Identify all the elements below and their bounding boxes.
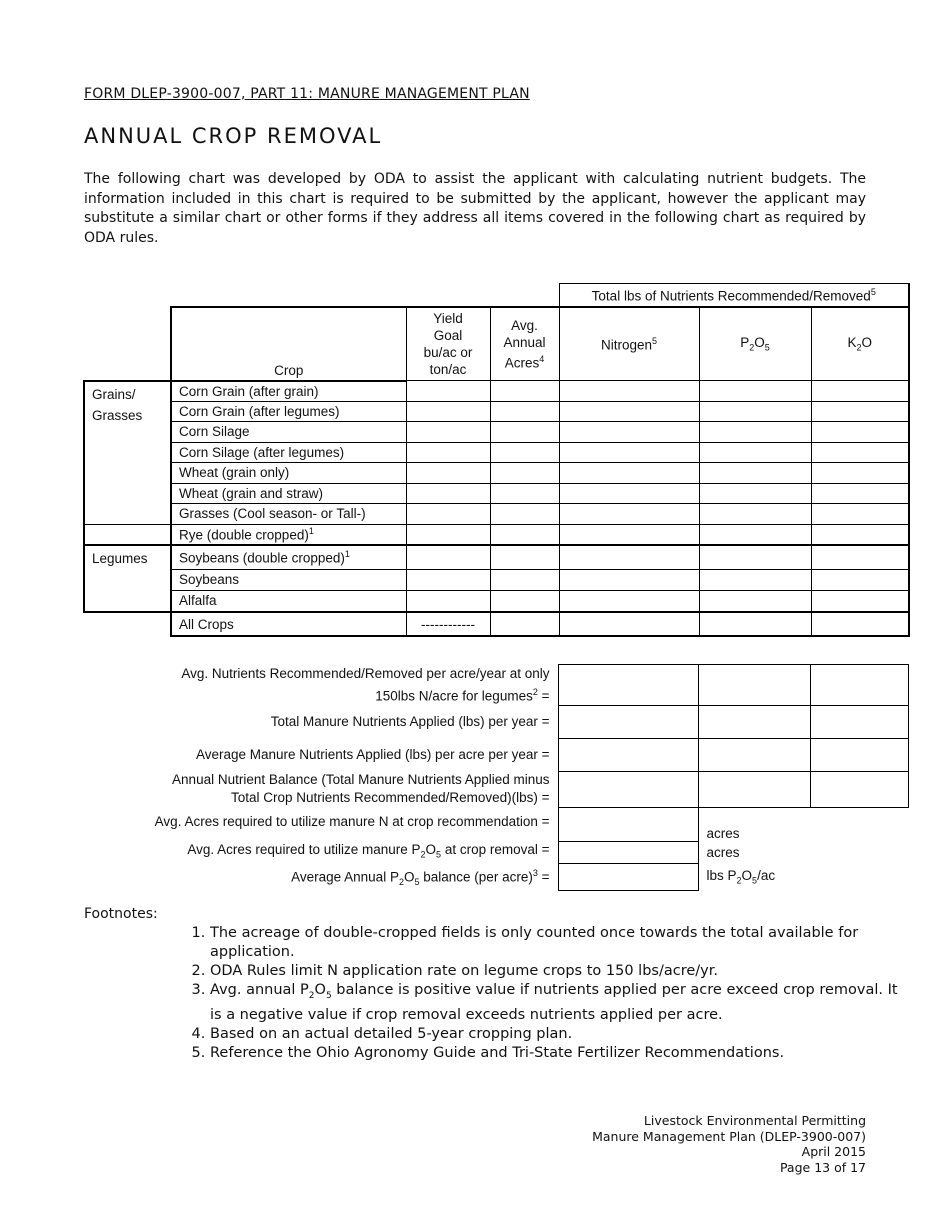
cell-p2o5[interactable] (699, 590, 811, 612)
col-crop-header: Crop (171, 307, 406, 381)
summary-label-avg-removed: Avg. Nutrients Recommended/Removed per acre/year at only 150lbs N/acre for legumes$^2$ = (181, 665, 550, 703)
cell-nitrogen[interactable] (559, 483, 699, 504)
crop-name: Rye (double cropped)$^1$ (171, 524, 406, 545)
cell-yield[interactable] (406, 483, 490, 504)
cell-yield[interactable] (406, 504, 490, 525)
cell-acres[interactable] (490, 422, 559, 443)
summary-label-acres-n: Avg. Acres required to utilize manure N at crop recommendation = (154, 814, 550, 829)
table-row (84, 504, 909, 525)
table-row (84, 381, 909, 402)
cell-acres[interactable] (490, 483, 559, 504)
category-grains: Grains/ Grasses (84, 381, 171, 525)
intro-paragraph: The following chart was developed by ODA to assist the applicant with calculating nutrient budgets. The information included in this chart is required to be submitted by the applicant, however the applicant may substitute a similar chart or other forms if they address all items covered in the following chart as required by ODA rules. (84, 171, 866, 246)
cell-nitrogen[interactable] (559, 612, 699, 636)
crop-name: Corn Silage (171, 422, 406, 443)
cell-acres[interactable] (490, 381, 559, 402)
unit-acres-n: acres (706, 826, 740, 841)
cell-avg-applied-n[interactable] (558, 738, 698, 771)
cell-p2o5[interactable] (699, 401, 811, 422)
cell-k2o[interactable] (811, 401, 909, 422)
crop-removal-table (83, 283, 910, 637)
table-row (84, 483, 909, 504)
cell-total-applied-k[interactable] (810, 705, 908, 738)
cell-nitrogen[interactable] (559, 569, 699, 590)
cell-balance-k[interactable] (810, 771, 908, 807)
cell-balance-p[interactable] (698, 771, 810, 807)
cell-nitrogen[interactable] (559, 463, 699, 484)
cell-k2o[interactable] (811, 590, 909, 612)
cell-acres[interactable] (490, 442, 559, 463)
cell-p2o5[interactable] (699, 381, 811, 402)
table-row-all-crops (84, 612, 909, 636)
cell-p2o5[interactable] (699, 545, 811, 569)
cell-total-applied-n[interactable] (558, 705, 698, 738)
cell-balance-n[interactable] (558, 771, 698, 807)
nutrient-summary-table (83, 664, 909, 891)
cell-k2o[interactable] (811, 381, 909, 402)
table-row (84, 442, 909, 463)
cell-nitrogen[interactable] (559, 442, 699, 463)
table-row (84, 590, 909, 612)
cell-yield[interactable] (406, 590, 490, 612)
cell-p2o5[interactable] (699, 612, 811, 636)
col-k2o-header: $K_2O$ (811, 307, 909, 381)
cell-k2o[interactable] (811, 569, 909, 590)
cell-acres[interactable] (490, 524, 559, 545)
summary-label-p-balance: Average Annual $P_2O_5$ balance (per acre)$^3$ = (291, 867, 550, 887)
cell-acres[interactable] (490, 590, 559, 612)
cell-yield[interactable] (406, 401, 490, 422)
cell-k2o[interactable] (811, 545, 909, 569)
col-p2o5-header: $P_2O_5$ (699, 307, 811, 381)
crop-name: Corn Grain (after legumes) (171, 401, 406, 422)
cell-p2o5[interactable] (699, 569, 811, 590)
table-row (84, 463, 909, 484)
cell-nitrogen[interactable] (559, 504, 699, 525)
cell-p2o5[interactable] (699, 524, 811, 545)
cell-nitrogen[interactable] (559, 381, 699, 402)
table-row (84, 422, 909, 443)
crop-name: All Crops (171, 612, 406, 636)
cell-yield[interactable] (406, 524, 490, 545)
cell-avg-applied-k[interactable] (810, 738, 908, 771)
cell-yield[interactable] (406, 381, 490, 402)
table-row (84, 545, 909, 569)
cell-acres[interactable] (490, 569, 559, 590)
cell-avg-removed-k[interactable] (810, 665, 908, 706)
summary-label-total-applied: Total Manure Nutrients Applied (lbs) per year = (270, 713, 550, 729)
cell-yield[interactable] (406, 545, 490, 569)
summary-label-acres-p: Avg. Acres required to utilize manure $P_2O_5$ at crop removal = (187, 842, 550, 860)
cell-acres[interactable] (490, 504, 559, 525)
cell-p2o5[interactable] (699, 463, 811, 484)
cell-avg-removed-n[interactable] (558, 665, 698, 706)
table-row (84, 524, 909, 545)
cell-acres[interactable] (490, 545, 559, 569)
summary-label-balance: Annual Nutrient Balance (Total Manure Nutrients Applied minus Total Crop Nutrients Recommended/Removed)(lbs) = (172, 772, 550, 805)
table-row (84, 401, 909, 422)
cell-nitrogen[interactable] (559, 590, 699, 612)
cell-k2o[interactable] (811, 504, 909, 525)
crop-name: Soybeans (171, 569, 406, 590)
crop-name: Corn Silage (after legumes) (171, 442, 406, 463)
cell-k2o[interactable] (811, 422, 909, 443)
table-row (84, 569, 909, 590)
form-id: FORM DLEP-3900-007, PART 11: MANURE MANAGEMENT PLAN (84, 86, 530, 102)
crop-name: Corn Grain (after grain) (171, 381, 406, 402)
category-legumes: Legumes (84, 545, 171, 612)
cell-p2o5[interactable] (699, 442, 811, 463)
page-footer: Livestock Environmental Permitting Manure Management Plan (DLEP-3900-007) April 2015 Page 13 of 17 (592, 1113, 866, 1175)
cell-acres[interactable] (490, 401, 559, 422)
cell-p-balance[interactable] (558, 864, 698, 891)
cell-acres-n[interactable] (558, 807, 698, 841)
cell-yield[interactable] (406, 422, 490, 443)
col-acres-header: Avg. Annual Acres$^4$ (490, 307, 559, 381)
cell-avg-removed-p[interactable] (698, 665, 810, 706)
crop-name: Wheat (grain only) (171, 463, 406, 484)
col-yield-header: Yield Goal bu/ac or ton/ac (406, 307, 490, 381)
cell-k2o[interactable] (811, 442, 909, 463)
footnotes-title: Footnotes: (84, 906, 158, 922)
cell-k2o[interactable] (811, 524, 909, 545)
unit-acres-p: acres (706, 844, 740, 860)
cell-yield[interactable] (406, 569, 490, 590)
footnote-item: 2. ODA Rules limit N application rate on legume crops to 150 lbs/acre/yr. (210, 962, 910, 981)
cell-yield[interactable] (406, 463, 490, 484)
cell-nitrogen[interactable] (559, 401, 699, 422)
footnotes-list (172, 924, 910, 1063)
cell-acres[interactable] (490, 463, 559, 484)
page-title: ANNUAL CROP REMOVAL (84, 124, 383, 148)
footnote-item: 5. Reference the Ohio Agronomy Guide and Tri-State Fertilizer Recommendations. (210, 1044, 910, 1063)
footnote-item: 3. Avg. annual $P_2O_5$ balance is positive value if nutrients applied per acre exceed crop removal. It is a negative value if crop removal exceeds nutrients applied per acre. (210, 981, 910, 1025)
crop-name: Soybeans (double cropped)$^1$ (171, 545, 406, 569)
unit-lbs-p-ac: lbs $P_2O_5/ac$ (706, 868, 776, 887)
cell-nitrogen[interactable] (559, 422, 699, 443)
footnote-item: 4. Based on an actual detailed 5-year cropping plan. (210, 1025, 910, 1044)
col-nitrogen-header: Nitrogen$^5$ (559, 307, 699, 381)
crop-name: Grasses (Cool season- or Tall-) (171, 504, 406, 525)
cell-avg-applied-p[interactable] (698, 738, 810, 771)
cell-acres-p[interactable] (558, 841, 698, 864)
crop-name: Alfalfa (171, 590, 406, 612)
cell-k2o[interactable] (811, 483, 909, 504)
cell-nitrogen[interactable] (559, 545, 699, 569)
cell-yield-dashes: ------------ (406, 612, 490, 636)
cell-total-applied-p[interactable] (698, 705, 810, 738)
cell-p2o5[interactable] (699, 504, 811, 525)
cell-k2o[interactable] (811, 463, 909, 484)
cell-acres[interactable] (490, 612, 559, 636)
group-header: Total lbs of Nutrients Recommended/Removed$^5$ (559, 284, 909, 307)
cell-yield[interactable] (406, 442, 490, 463)
summary-label-avg-applied: Average Manure Nutrients Applied (lbs) per acre per year = (195, 746, 550, 762)
crop-name: Wheat (grain and straw) (171, 483, 406, 504)
cell-nitrogen[interactable] (559, 524, 699, 545)
footnote-item: 1. The acreage of double-cropped fields is only counted once towards the total available for application. (210, 924, 910, 962)
cell-p2o5[interactable] (699, 422, 811, 443)
cell-p2o5[interactable] (699, 483, 811, 504)
cell-k2o[interactable] (811, 612, 909, 636)
